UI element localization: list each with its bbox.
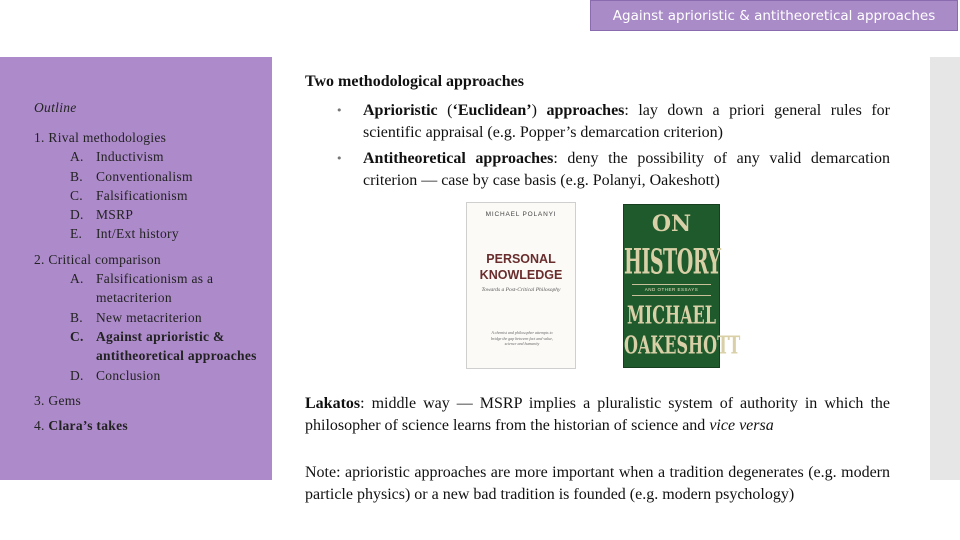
outline-item: A. Falsificationism as a metacriterion: [70, 271, 214, 306]
right-side-bar: [930, 57, 960, 480]
lakatos-paragraph: Lakatos: middle way — MSRP implies a pluralistic system of authority in which the philosopher of science learns from the historian of science and vice versa: [305, 395, 890, 434]
slide-header-title: Against aprioristic & antitheoretical approaches: [590, 0, 958, 31]
outline-item-current: C. Against aprioristic & antitheoretical approaches: [70, 328, 257, 364]
outline-item: D. Conclusion: [70, 367, 161, 383]
note-paragraph: Note: aprioristic approaches are more important when a tradition degenerates (e.g. modern particle physics) or a new bad tradition is founded (e.g. modern psychology): [305, 464, 890, 503]
polanyi-book-cover: [466, 202, 576, 369]
outline-title: Outline: [34, 100, 77, 115]
oakeshott-book-cover: [623, 204, 741, 368]
outline-item: E. Int/Ext history: [70, 226, 179, 242]
outline-section-3: 3. Gems: [34, 392, 82, 408]
bullet-aprioristic: • Aprioristic (‘Euclidean’) approaches: lay down a priori general rules for scientific appraisal (e.g. Popper’s demarcation criterion): [336, 100, 890, 143]
bullet-antitheoretical: • Antitheoretical approaches: deny the possibility of any valid demarcation criterion — case by case basis (e.g. Polanyi, Oakeshott): [336, 148, 890, 191]
approach-bullets: [336, 100, 890, 196]
bullet-dot-icon: •: [336, 104, 343, 117]
book-title-history: HISTORY: [624, 243, 721, 283]
main-heading: Two methodological approaches: [305, 73, 524, 90]
book-title-on: ON: [651, 211, 692, 237]
book-title: PERSONAL KNOWLEDGE: [479, 252, 563, 282]
bullet-dot-icon: •: [336, 152, 343, 165]
outline-item: B. New metacriterion: [70, 309, 202, 325]
outline: [34, 100, 264, 435]
book-rule: [632, 295, 711, 296]
book-subtitle: Towards a Post-Critical Philosophy: [481, 287, 561, 293]
outline-item: A. Inductivism: [70, 149, 164, 165]
outline-section-label: 2. Critical comparison: [34, 251, 161, 267]
book-rule: [632, 284, 711, 285]
outline-item: D. MSRP: [70, 207, 134, 223]
book-blurb: A chemist and philosopher attempts to bridge the gap between fact and value, science and humanity: [490, 330, 554, 346]
book-author-first: MICHAEL: [627, 301, 716, 330]
outline-section-1: [34, 128, 264, 244]
book-author: MICHAEL POLANYI: [485, 211, 557, 218]
book-author-last: OAKESHOTT: [624, 331, 741, 360]
outline-section-label: 1. Rival methodologies: [34, 130, 167, 145]
book-subtitle: AND OTHER ESSAYS: [644, 287, 699, 292]
outline-section-2: [34, 250, 264, 385]
outline-item: B. Conventionalism: [70, 168, 193, 184]
outline-section-4: 4. Clara’s takes: [34, 418, 128, 434]
outline-item: C. Falsificationism: [70, 187, 188, 203]
